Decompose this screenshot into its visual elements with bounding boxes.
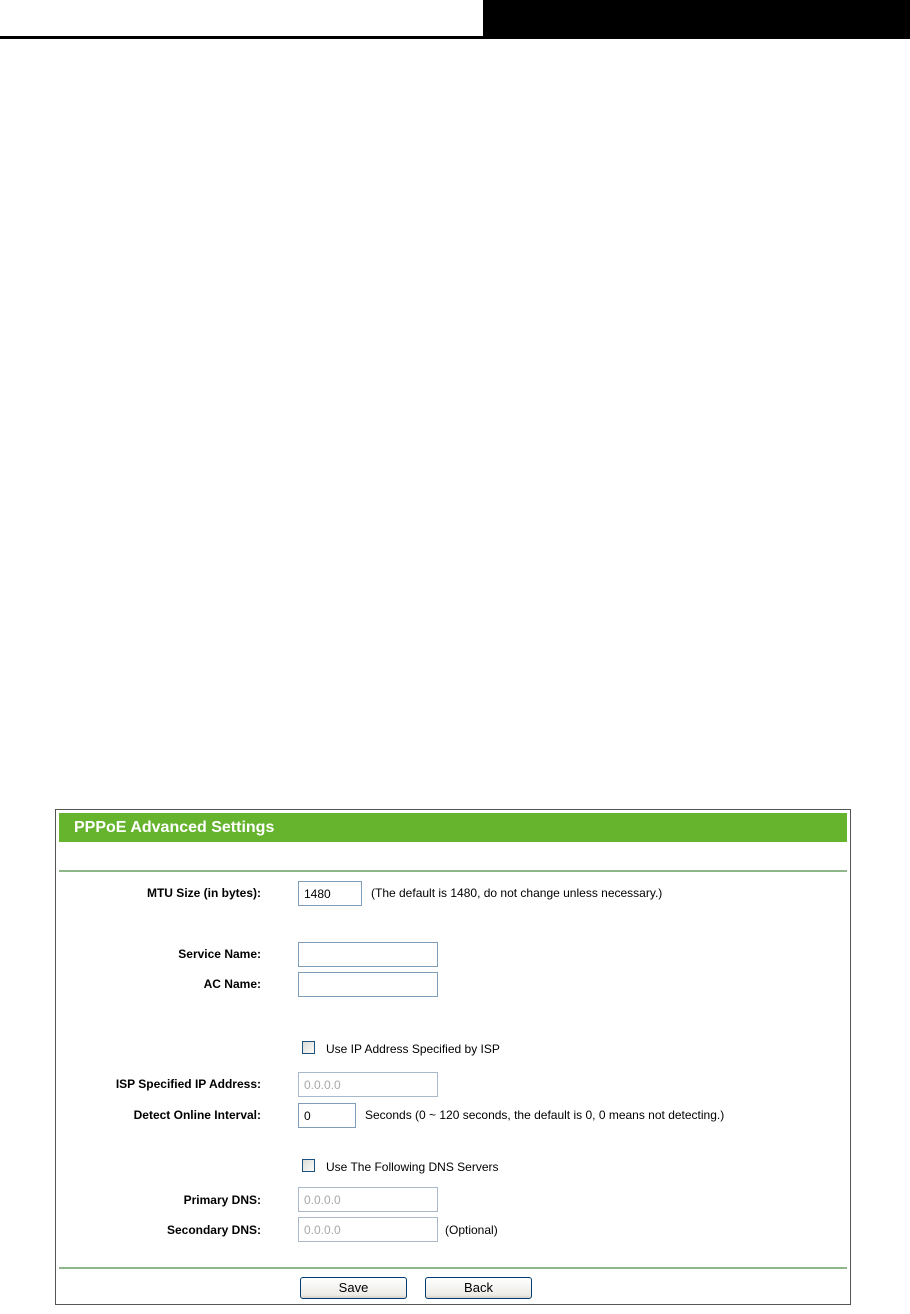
use-isp-ip-label: Use IP Address Specified by ISP [326,1042,500,1056]
back-button[interactable]: Back [425,1277,532,1299]
use-dns-label: Use The Following DNS Servers [326,1160,499,1174]
isp-ip-label: ISP Specified IP Address: [115,1077,261,1091]
page-header-block [483,0,910,39]
panel-title: PPPoE Advanced Settings [59,813,847,842]
mtu-label: MTU Size (in bytes): [146,886,261,900]
use-isp-ip-checkbox[interactable] [302,1041,315,1054]
pppoe-advanced-settings-panel [55,809,851,1305]
use-dns-checkbox[interactable] [302,1159,315,1172]
secondary-dns-label: Secondary DNS: [166,1223,261,1237]
service-name-input[interactable] [298,942,438,967]
primary-dns-input[interactable] [298,1187,438,1212]
secondary-dns-input[interactable] [298,1217,438,1242]
page-header-rule [0,36,910,39]
use-isp-ip-row[interactable] [302,1041,500,1057]
detect-interval-note: Seconds (0 ~ 120 seconds, the default is 0, 0 means not detecting.) [365,1108,725,1122]
save-button[interactable]: Save [300,1277,407,1299]
detect-interval-input[interactable] [298,1103,356,1128]
detect-interval-label: Detect Online Interval: [133,1108,261,1122]
mtu-input[interactable] [298,881,362,906]
mtu-note: (The default is 1480, do not change unless necessary.) [371,886,663,900]
ac-name-input[interactable] [298,972,438,997]
primary-dns-label: Primary DNS: [183,1193,261,1207]
isp-ip-input[interactable] [298,1072,438,1097]
secondary-dns-note: (Optional) [445,1223,498,1237]
ac-name-label: AC Name: [203,977,261,991]
service-name-label: Service Name: [178,947,261,961]
use-dns-row[interactable] [302,1159,499,1175]
bottom-separator [59,1267,847,1269]
top-separator [59,870,847,872]
